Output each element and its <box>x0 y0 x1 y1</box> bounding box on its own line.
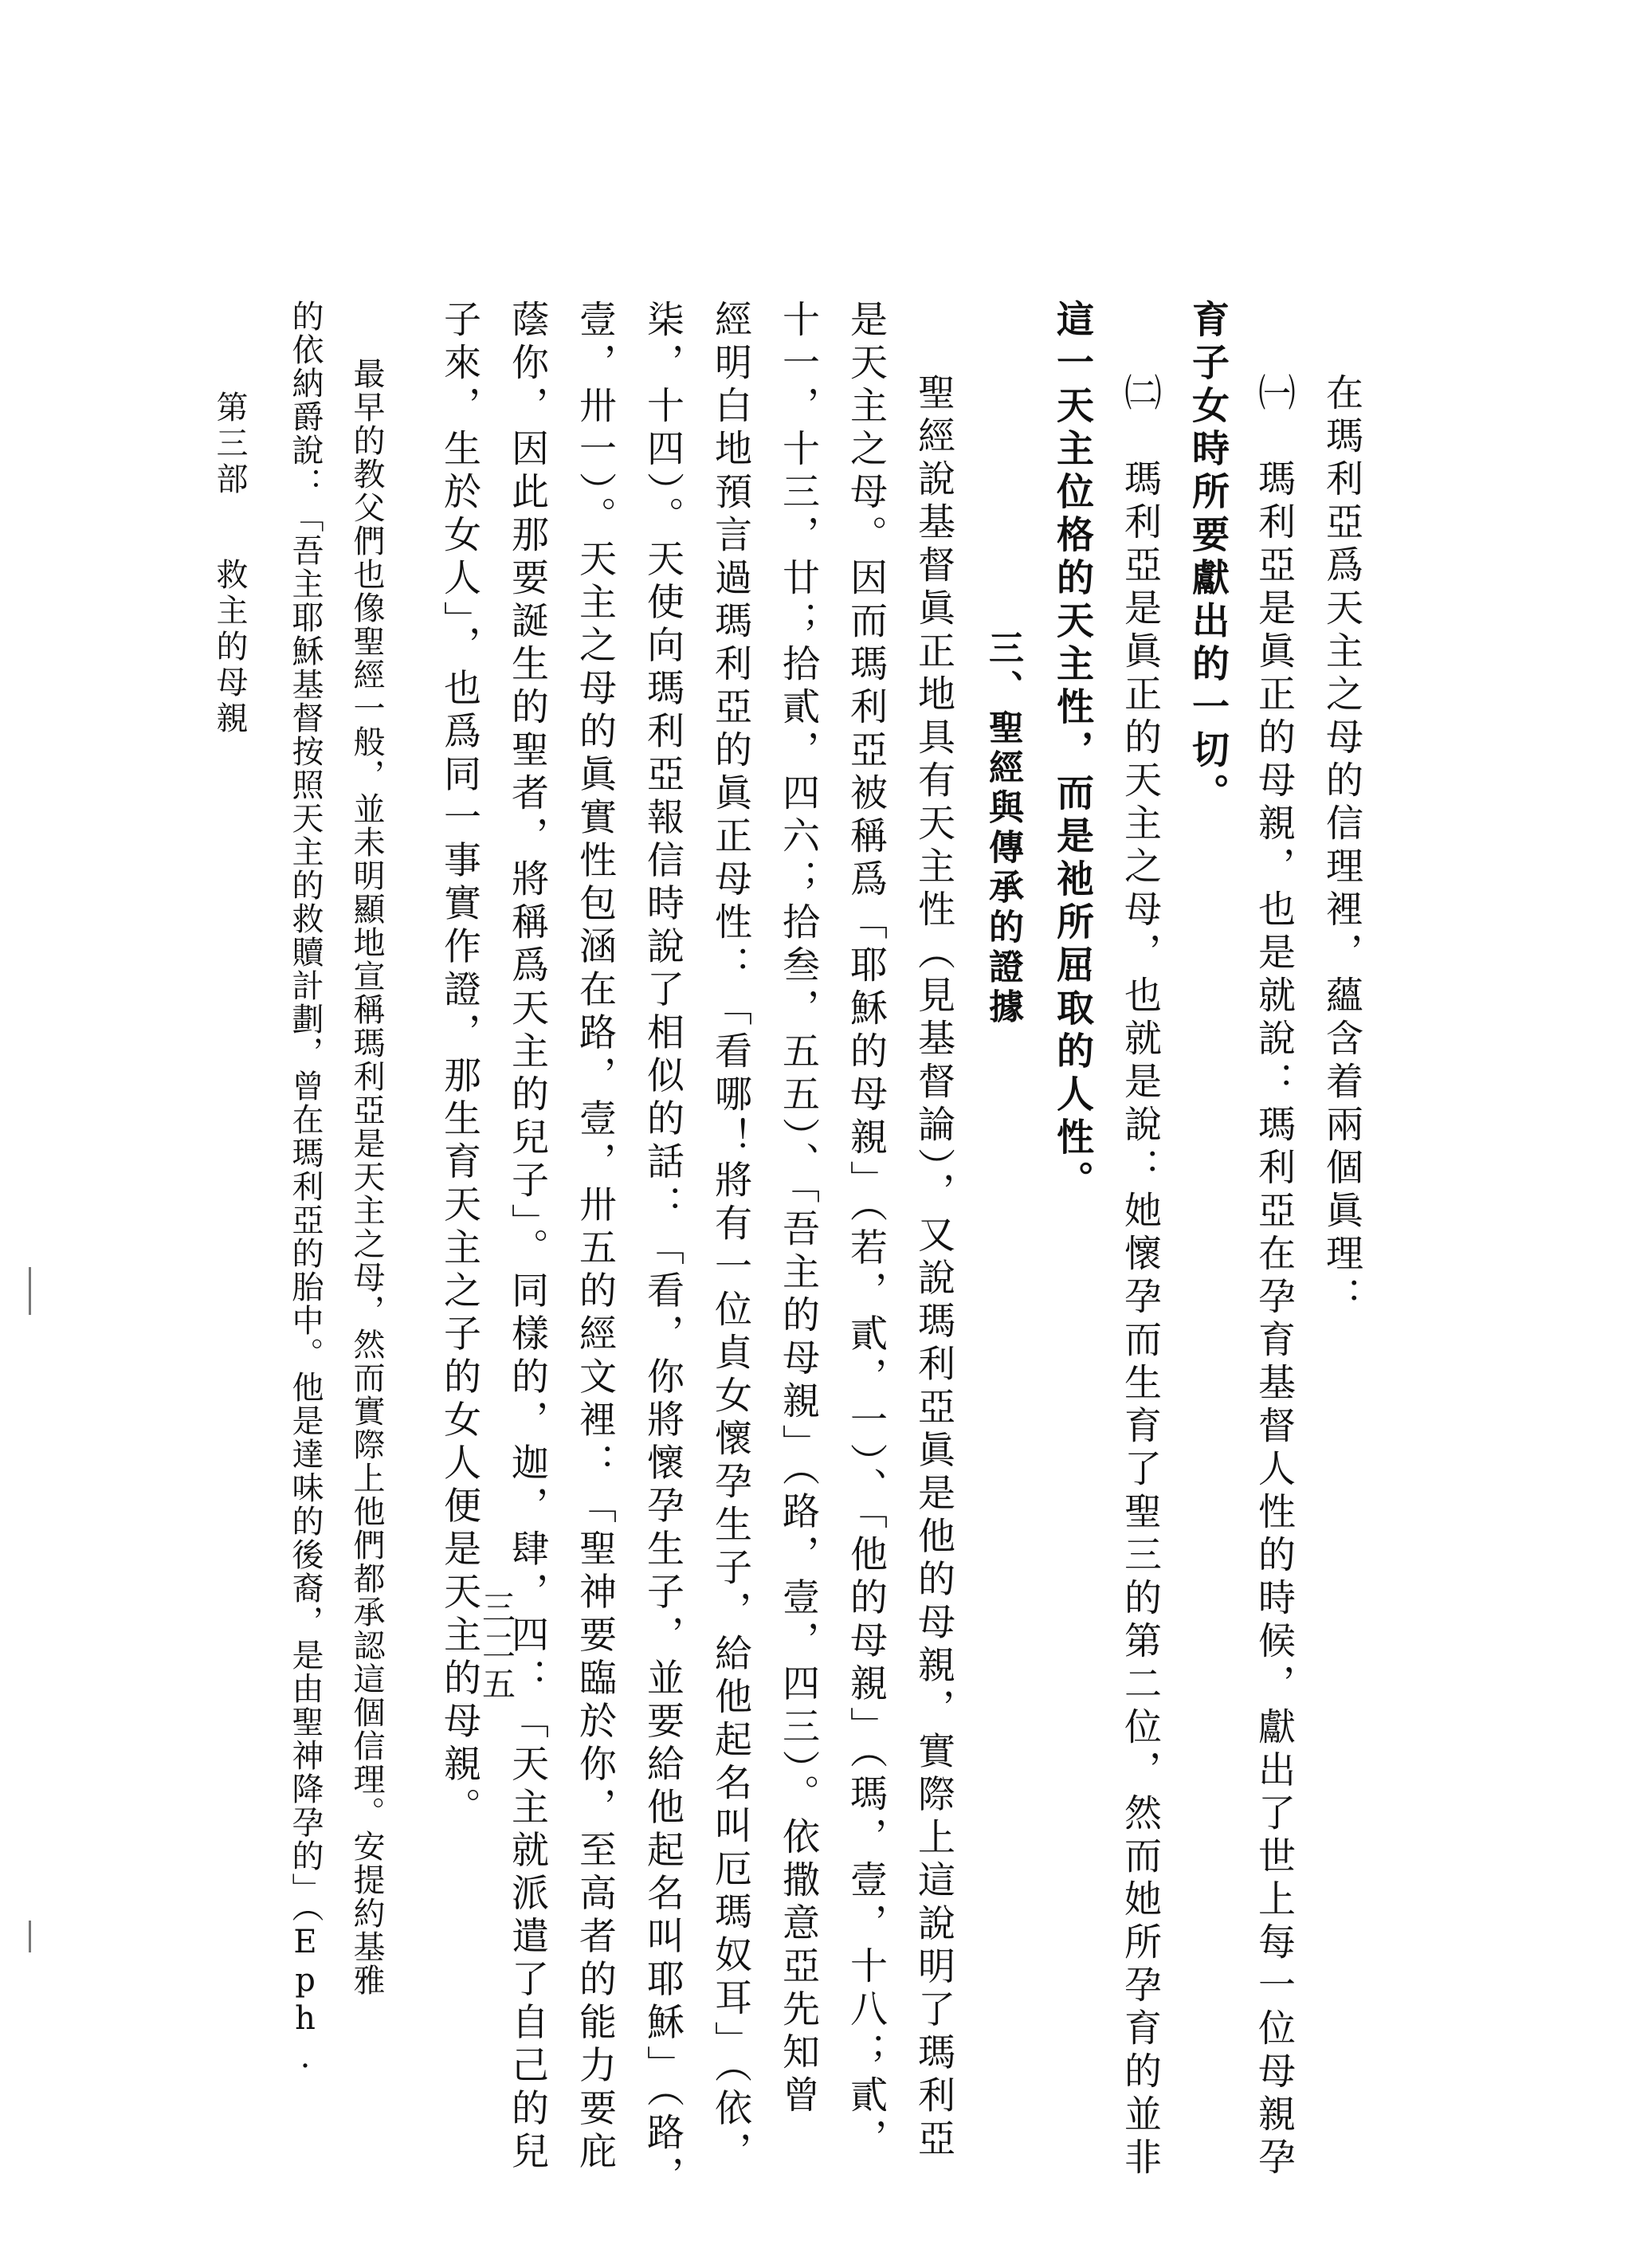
page-number: 三二五 <box>477 1590 516 1705</box>
scan-mark <box>29 1921 31 1952</box>
text-column-5: 這一天主位格的天主性，而是祂所屈取的人性。 <box>1050 300 1094 1203</box>
text-column-13: 子來，生於女人」，也爲同一事實作證，那生育天主之子的女人便是天主的母親。 <box>437 300 481 1830</box>
text-column-9: 經明白地預言過瑪利亞的眞正母性：「看哪！將有一位貞女懷孕生子，給他起名叫厄瑪奴耳」（依， <box>708 300 752 2175</box>
text-column-10: 柒，十四）。天使向瑪利亞報信時說了相似的話：「看，你將懷孕生子，並要給他起名叫耶穌」（路， <box>641 300 685 2199</box>
text-column-3: 育子女時所要獻出的一切。 <box>1186 300 1230 816</box>
footer-chapter-title: 救主的母親 <box>211 558 248 737</box>
text-column-15: 的依納爵說：「吾主耶穌基督按照天主的救贖計劃，曾在瑪利亞的胎中。他是達味的後裔，是由聖神降孕的」（Eph. <box>287 300 324 2077</box>
scan-mark <box>29 1267 31 1315</box>
text-column-4: ㈡ 瑪利亞是眞正的天主之母，也就是說：她懷孕而生育了聖三的第二位，然而她所孕育的並非 <box>1118 373 1162 2180</box>
text-column-2: ㈠ 瑪利亞是眞正的母親，也是就說：瑪利亞在孕育基督人性的時候，獻出了世上每一位母親孕 <box>1252 373 1296 2180</box>
text-column-12: 蔭你，因此那要誕生的聖者，將稱爲天主的兒子」。同樣的，迦，肆，四：「天主就派遣了自己的兒 <box>505 300 549 2175</box>
text-column-6: 聖經說基督眞正地具有天主性（見基督論），又說瑪利亞眞是他的母親，實際上這說明了瑪利亞 <box>912 373 955 2162</box>
text-column-14: 最早的教父們也像聖經一般，並未明顯地宣稱瑪利亞是天主之母，然而實際上他們都承認這個信理。安提約基雅 <box>348 357 385 1997</box>
text-column-11: 壹，卅一）。天主之母的眞實性包涵在路，壹，卅五的經文裡：「聖神要臨於你，至高者的能力要庇 <box>573 300 617 2175</box>
text-column-8: 十一，十三，廿；拾貳，四六；拾叁，五五）、「吾主的母親」（路，壹，四三）。依撒意亞先知曾 <box>776 300 820 2118</box>
text-column-1: 在瑪利亞爲天主之母的信理裡，蘊含着兩個眞理： <box>1320 373 1363 1320</box>
section-heading: 三、聖經與傳承的證據 <box>983 630 1023 1028</box>
footer-part-label: 第三部 <box>211 390 248 498</box>
text-column-7: 是天主之母。因而瑪利亞被稱爲「耶穌的母親」（若，貳，一）、「他的母親」（瑪，壹，十八；貳， <box>844 300 888 2161</box>
